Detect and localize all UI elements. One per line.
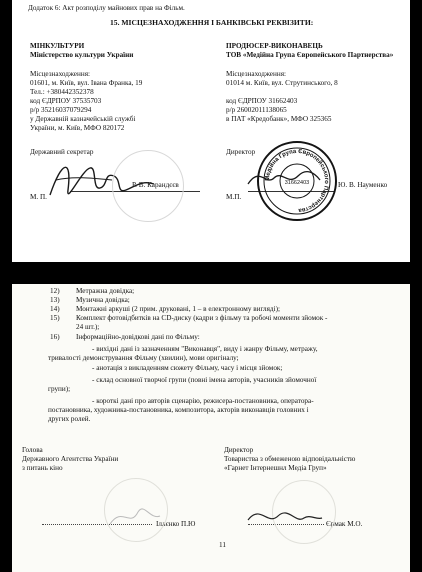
right-address: 01014 м. Київ, вул. Струтинського, 8 (226, 79, 338, 87)
left-sign-title-1: Голова (22, 446, 43, 454)
sub-item-line: постановника, художника-постановника, композитора, акторів виконавців головних і (48, 406, 309, 414)
left-mp: М. П. (30, 193, 47, 201)
item-text-12: Метражна довідка; (76, 287, 135, 295)
right-sign-title-2: Товариства з обмеженою відповідальністю (224, 455, 356, 463)
right-signer-title: Директор (226, 148, 256, 156)
right-sign-title-3: «Гарнет Інтернешнл Медіа Груп» (224, 464, 327, 472)
document-page-1 (12, 0, 410, 262)
item-text-14: Монтажні аркуші (2 прим. друковані, 1 – в електронному вигляді); (76, 305, 280, 313)
sub-item-line: групи); (48, 385, 71, 393)
left-sign-title-2: Державного Агентства України (22, 455, 119, 463)
left-address-label: Місцезнаходження: (30, 70, 90, 78)
item-text-13: Музична довідка; (76, 296, 130, 304)
sub-item-line: других ролей. (48, 415, 91, 423)
right-sign-title-1: Директор (224, 446, 254, 454)
item-text-16: Інформаційно-довідкові дані по Фільму: (76, 333, 200, 341)
item-num-12: 12) (50, 287, 60, 295)
document-page-2 (12, 284, 410, 572)
left-party-org: Міністерство культури України (30, 51, 134, 59)
right-mp: М.П. (226, 193, 242, 201)
left-bank-line-2: України, м. Київ, МФО 820172 (30, 124, 125, 132)
item-num-13: 13) (50, 296, 60, 304)
sub-item-line: тривалості демонстрування Фільму (хвилин), мови оригіналу; (48, 354, 239, 362)
left-address: 01601, м. Київ, вул. Івана Франка, 19 (30, 79, 143, 87)
left-signer-name: Р. В. Карандєєв (132, 181, 179, 189)
page-number: 11 (219, 541, 226, 549)
left-party-role: МІНКУЛЬТУРИ (30, 42, 85, 50)
item-text-15: Комплект фотовідбитків на CD-диску (кадри з фільму та робочі моменти зйомок - (76, 314, 328, 322)
left-sign-title-3: з питань кіно (22, 464, 63, 472)
right-edrpou: код ЄДРПОУ 31662403 (226, 97, 298, 105)
item-num-16: 16) (50, 333, 60, 341)
sub-item-line: - короткі дані про авторів сценарію, режисера-постановника, оператора- (92, 397, 314, 405)
annex-line: Додаток 6: Акт розподілу майнових прав на Фільм. (28, 4, 185, 12)
section-title: 15. МІСЦЕЗНАХОДЖЕННЯ І БАНКІВСЬКІ РЕКВІЗИТИ: (110, 18, 314, 27)
right-handwritten-signature (244, 156, 324, 196)
right-account: р/р 26002011138065 (226, 106, 287, 114)
right-address-label: Місцезнаходження: (226, 70, 286, 78)
left-bank-line-1: у Державній казначейській службі (30, 115, 136, 123)
left-account: р/р 35216037079294 (30, 106, 92, 114)
item-num-15: 15) (50, 314, 60, 322)
stamp-code: 31662403 (284, 180, 310, 186)
right-party-org: ТОВ «Медійна Група Європейського Партнерства» (226, 51, 394, 59)
left-sign-name: Іллєнко П.Ю (156, 520, 196, 528)
stamp-ring-text: Медійна Група Європейського Партнерства (264, 148, 330, 214)
right-party-role: ПРОДЮСЕР-ВИКОНАВЕЦЬ (226, 42, 323, 50)
left-signer-title: Державний секретар (30, 148, 94, 156)
right-bank: в ПАТ «Кредобанк», МФО 325365 (226, 115, 332, 123)
left-edrpou: код ЄДРПОУ 37535703 (30, 97, 102, 105)
sub-item-line: - анотація з викладенням сюжету Фільму, часу і місця зйомок; (92, 364, 283, 372)
right-signature-mark (244, 498, 324, 532)
item-text-15-cont: 24 шт.); (76, 323, 100, 331)
right-signer-name: Ю. В. Науменко (338, 181, 388, 189)
left-signature-mark (104, 498, 164, 532)
item-num-14: 14) (50, 305, 60, 313)
left-phone: Тел.: +380442352378 (30, 88, 94, 96)
sub-item-line: - склад основної творчої групи (повні імена авторів, учасників зйомочної (92, 376, 317, 384)
left-faint-seal (112, 150, 184, 222)
sub-item-line: - вихідні дані із зазначенням "Виконавця", виду і жанру Фільму, метражу, (92, 345, 318, 353)
right-sign-name: Єрмак М.О. (326, 520, 363, 528)
